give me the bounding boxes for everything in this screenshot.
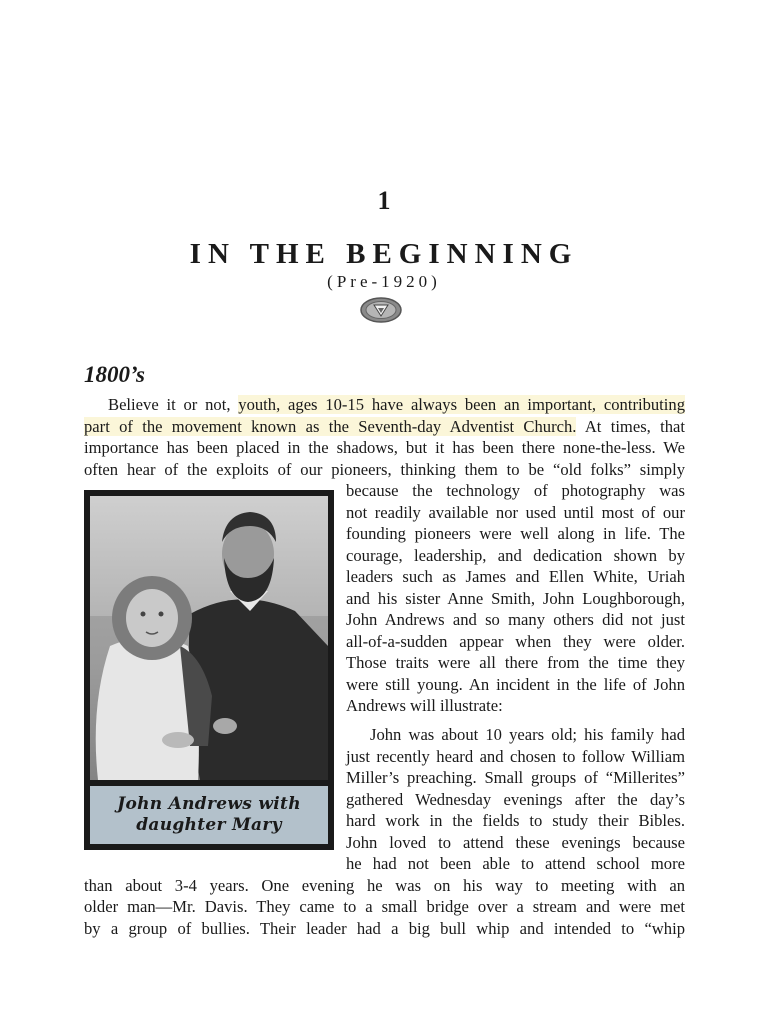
text-line: John was about 10 years old; his family had bbox=[370, 725, 685, 744]
text-line: John loved to attend these evenings because bbox=[346, 832, 685, 852]
text-line: were still young. An incident in the life of John bbox=[346, 674, 685, 694]
text-line: John Andrews and so many others did not just bbox=[346, 610, 685, 629]
text-line: leaders such as James and Ellen White, Uriah bbox=[346, 567, 685, 586]
chapter-number: 1 bbox=[377, 186, 391, 215]
text-line: older man—Mr. Davis. They came to a small bridge over a stream and were met bbox=[84, 897, 685, 916]
text-line: gathered Wednesday evenings after the day’s bbox=[346, 789, 685, 809]
text-line bbox=[84, 416, 685, 438]
highlighted-text: part of the movement known as the Seventh-day Adventist Church. bbox=[84, 416, 577, 436]
text-span: Believe it or not, bbox=[108, 395, 239, 414]
photo-frame bbox=[84, 490, 334, 850]
text-line: founding pioneers were well along in life. The bbox=[346, 524, 685, 543]
text-line: and his sister Anne Smith, John Loughborough, bbox=[346, 588, 685, 608]
text-line: courage, leadership, and dedication shown by bbox=[346, 545, 685, 565]
text-line: Andrews will illustrate: bbox=[346, 696, 503, 715]
highlighted-text: youth, ages 10-15 have always been an important, contributing bbox=[238, 395, 685, 414]
caption-line-2: daughter Mary bbox=[136, 815, 282, 835]
text-line: not readily available nor used until most of our bbox=[346, 502, 685, 522]
text-line: he had not been able to attend school more bbox=[346, 854, 685, 873]
text-line: by a group of bullies. Their leader had a big bull whip and intended to “whip bbox=[84, 918, 685, 938]
text-line: hard work in the fields to study their Bibles. bbox=[346, 811, 685, 830]
chapter-title: IN THE BEGINNING bbox=[189, 238, 579, 270]
text-line: because the technology of photography was bbox=[346, 481, 685, 500]
text-line: Miller’s preaching. Small groups of “Millerites” bbox=[346, 768, 685, 787]
triangle-emblem-icon bbox=[359, 296, 403, 324]
text-line: Those traits were all there from the time they bbox=[346, 653, 685, 672]
text-line bbox=[108, 394, 685, 416]
text-line: often hear of the exploits of our pioneers, thinking them to be “old folks” simply bbox=[84, 459, 685, 479]
caption-line-1: John Andrews with bbox=[117, 794, 301, 814]
text-line: just recently heard and chosen to follow William bbox=[346, 746, 685, 766]
chapter-subtitle: (Pre-1920) bbox=[327, 272, 441, 291]
portrait-photo bbox=[90, 496, 328, 780]
text-line: than about 3-4 years. One evening he was on his way to meeting with an bbox=[84, 875, 685, 895]
text-line: importance has been placed in the shadows, but it has been there none-the-less. We bbox=[84, 438, 685, 457]
text-span: At times, that bbox=[576, 416, 685, 436]
photo-caption bbox=[90, 786, 328, 844]
text-line: all-of-a-sudden appear when they were older. bbox=[346, 631, 685, 651]
section-heading: 1800’s bbox=[84, 362, 145, 387]
